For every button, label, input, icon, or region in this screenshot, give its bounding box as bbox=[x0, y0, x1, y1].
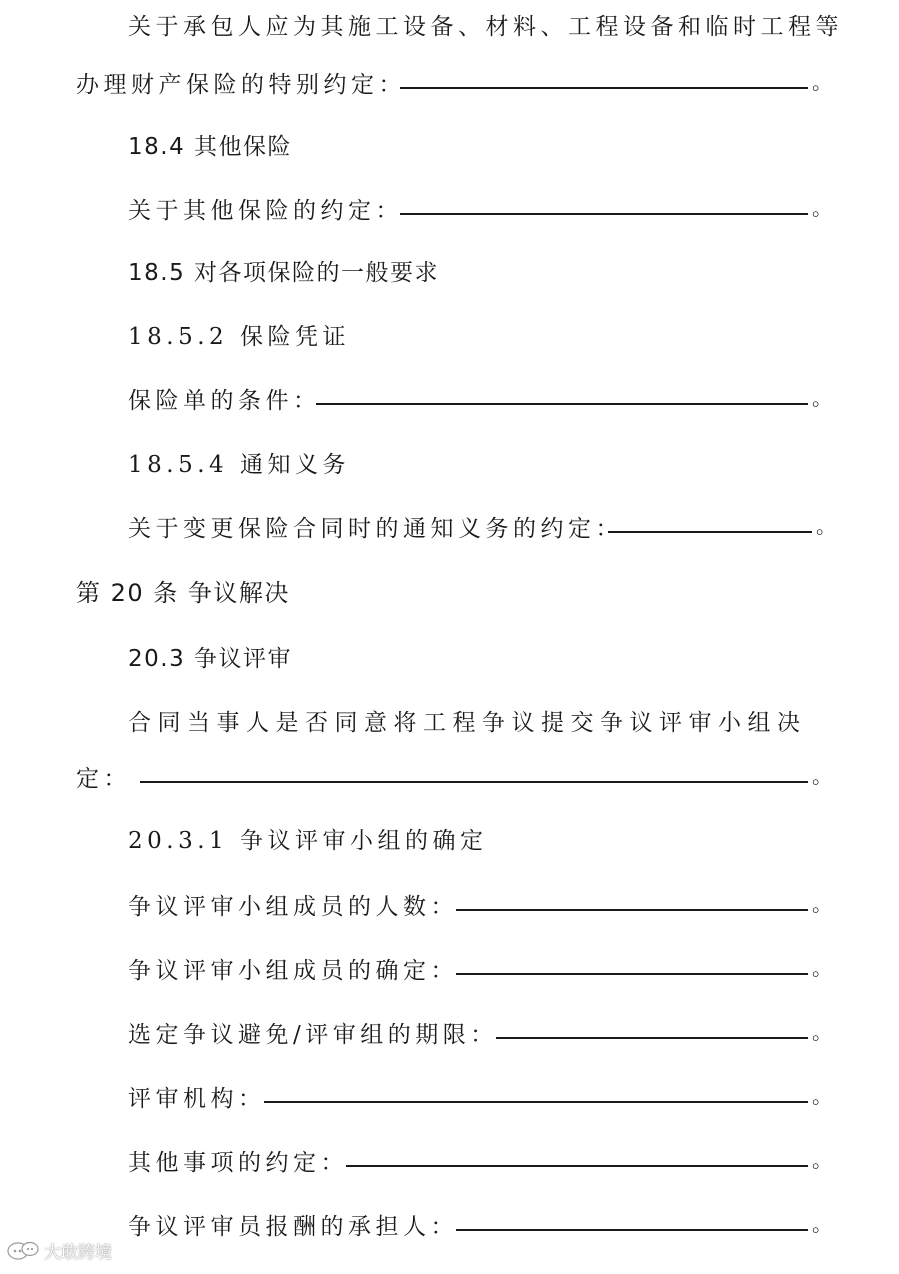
fill-blank[interactable] bbox=[456, 1229, 808, 1231]
clause-text bbox=[0, 946, 899, 986]
heading-18-5: 18.5 对各项保险的一般要求 bbox=[128, 260, 440, 286]
clause-text bbox=[0, 376, 899, 416]
clause-text bbox=[0, 1010, 899, 1050]
text-line: 关于其他保险的约定： bbox=[128, 198, 403, 224]
period: 。 bbox=[812, 1020, 832, 1044]
period: 。 bbox=[816, 514, 836, 538]
fill-blank[interactable] bbox=[400, 87, 808, 89]
text-line: 定： bbox=[76, 766, 131, 792]
clause-text bbox=[0, 698, 899, 738]
article-20-title: 第 20 条 争议解决 bbox=[76, 579, 290, 607]
fill-blank[interactable] bbox=[316, 403, 808, 405]
watermark bbox=[6, 1238, 112, 1263]
period: 。 bbox=[812, 70, 832, 94]
fill-blank[interactable] bbox=[140, 781, 808, 783]
period: 。 bbox=[812, 1148, 832, 1172]
period: 。 bbox=[812, 386, 832, 410]
text-line: 争议评审员报酬的承担人： bbox=[128, 1214, 458, 1240]
clause-text bbox=[0, 1074, 899, 1114]
period: 。 bbox=[812, 956, 832, 980]
fill-blank[interactable] bbox=[400, 213, 808, 215]
heading-18-5-2: 18.5.2 保险凭证 bbox=[128, 324, 350, 350]
text-line: 评审机构： bbox=[128, 1086, 266, 1112]
heading-20-3-1: 20.3.1 争议评审小组的确定 bbox=[128, 828, 488, 854]
section-heading bbox=[0, 122, 899, 162]
text-line: 办理财产保险的特别约定： bbox=[76, 72, 406, 98]
subsection-heading bbox=[0, 312, 899, 352]
clause-text bbox=[0, 882, 899, 922]
clause-text bbox=[0, 186, 899, 226]
section-heading bbox=[0, 248, 899, 288]
clause-text bbox=[0, 754, 899, 794]
text-line: 关于承包人应为其施工设备、材料、工程设备和临时工程等 bbox=[128, 14, 843, 40]
clause-text bbox=[0, 504, 899, 544]
heading-18-5-4: 18.5.4 通知义务 bbox=[128, 452, 350, 478]
text-line: 保险单的条件： bbox=[128, 388, 321, 414]
subsection-heading bbox=[0, 440, 899, 480]
watermark-text: 大敢跨境 bbox=[44, 1243, 112, 1263]
period: 。 bbox=[812, 196, 832, 220]
article-heading bbox=[0, 568, 899, 608]
text-line: 其他事项的约定： bbox=[128, 1150, 348, 1176]
text-line: 选定争议避免/评审组的期限： bbox=[128, 1022, 498, 1048]
chat-bubble-logo-icon bbox=[6, 1240, 40, 1262]
clause-text bbox=[0, 1138, 899, 1178]
text-line: 合同当事人是否同意将工程争议提交争议评审小组决 bbox=[128, 710, 807, 736]
fill-blank[interactable] bbox=[346, 1165, 808, 1167]
text-line: 争议评审小组成员的人数： bbox=[128, 894, 458, 920]
heading-18-4: 18.4 其他保险 bbox=[128, 134, 293, 160]
clause-text bbox=[0, 2, 899, 42]
fill-blank[interactable] bbox=[496, 1037, 808, 1039]
fill-blank[interactable] bbox=[456, 973, 808, 975]
fill-blank[interactable] bbox=[456, 909, 808, 911]
period: 。 bbox=[812, 764, 832, 788]
text-line: 关于变更保险合同时的通知义务的约定： bbox=[128, 516, 623, 542]
clause-text bbox=[0, 60, 899, 100]
subsection-heading bbox=[0, 816, 899, 856]
fill-blank[interactable] bbox=[264, 1101, 808, 1103]
period: 。 bbox=[812, 1084, 832, 1108]
clause-text bbox=[0, 1202, 899, 1242]
period: 。 bbox=[812, 1212, 832, 1236]
period: 。 bbox=[812, 892, 832, 916]
fill-blank[interactable] bbox=[608, 531, 812, 533]
text-line: 争议评审小组成员的确定： bbox=[128, 958, 458, 984]
section-heading bbox=[0, 634, 899, 674]
heading-20-3: 20.3 争议评审 bbox=[128, 646, 293, 672]
